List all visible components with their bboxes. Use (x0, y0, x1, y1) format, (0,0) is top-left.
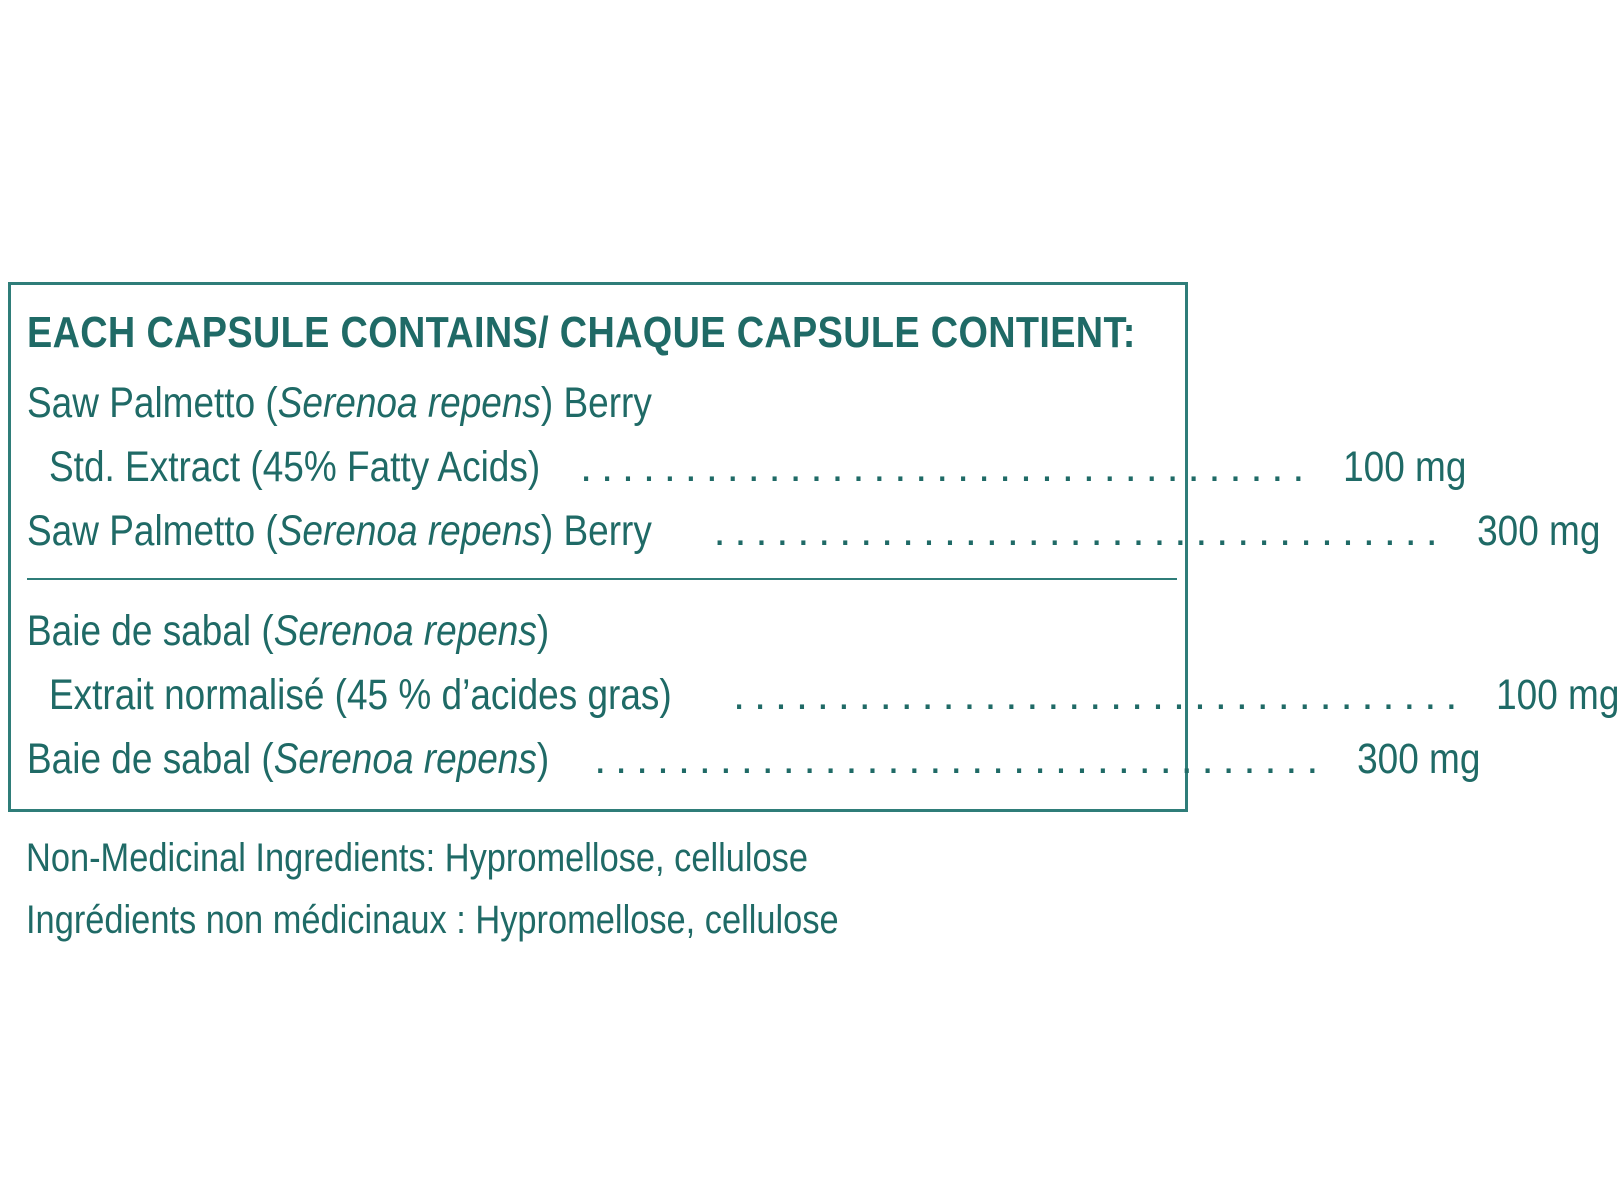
ingredients-panel (8, 282, 1620, 812)
ingredient-amount: 300 mg (1476, 507, 1601, 555)
latin-name: Serenoa repens (273, 607, 537, 655)
leader-dots: ................................... (713, 507, 1447, 555)
english-ingredient-line-3 (27, 497, 1601, 555)
non-medicinal-ingredients-french: Ingrédients non médicinaux : Hypromellose, cellulose (26, 898, 839, 942)
ingredient-name: Baie de sabal (Serenoa repens) (27, 607, 550, 655)
section-divider (27, 578, 1177, 580)
latin-name: Serenoa repens (273, 735, 537, 783)
latin-name: Serenoa repens (277, 507, 541, 555)
leader-dots: ................................... (580, 443, 1314, 491)
panel-heading: EACH CAPSULE CONTAINS/ CHAQUE CAPSULE CONTIENT: (27, 308, 1136, 357)
ingredient-name: Saw Palmetto (Serenoa repens) Berry (27, 379, 652, 427)
leader-dots: ................................... (733, 671, 1467, 719)
latin-name: Serenoa repens (277, 379, 541, 427)
leader-dots: ................................... (594, 735, 1328, 783)
non-medicinal-ingredients-english: Non-Medicinal Ingredients: Hypromellose, cellulose (26, 836, 809, 880)
ingredient-amount: 100 mg (1343, 443, 1467, 491)
english-ingredient-line-1 (27, 369, 1177, 425)
ingredient-amount: 100 mg (1496, 671, 1620, 719)
ingredient-amount: 300 mg (1357, 735, 1481, 783)
french-ingredient-line-1 (27, 597, 1177, 653)
ingredient-name: Extrait normalisé (45 % d’acides gras) (49, 671, 672, 719)
french-ingredient-line-3 (27, 725, 1481, 783)
ingredient-name: Baie de sabal (Serenoa repens) (27, 735, 550, 783)
ingredient-name: Std. Extract (45% Fatty Acids) (49, 443, 541, 491)
english-ingredient-line-2 (27, 433, 1467, 491)
french-ingredient-line-2 (27, 661, 1620, 719)
ingredient-name: Saw Palmetto (Serenoa repens) Berry (27, 507, 652, 555)
